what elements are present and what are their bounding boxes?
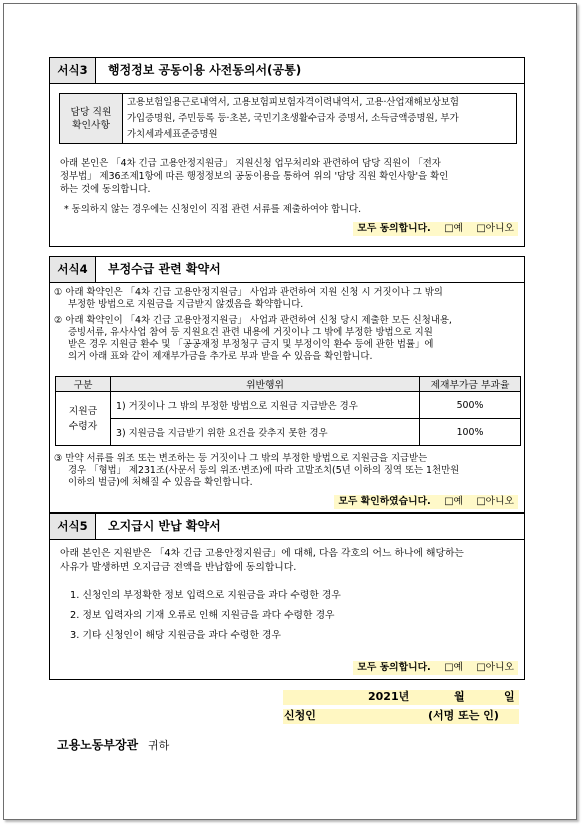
penalty-header-act: 위반행위 <box>111 377 420 392</box>
form3-title: 행정정보 공동이용 사전동의서(공통) <box>108 63 302 77</box>
penalty-rate-cell: 500% <box>420 392 521 419</box>
form3-yes-checkbox[interactable]: □예 <box>444 223 463 234</box>
applicant-label: 신청인 <box>284 709 316 722</box>
form3-tag: 서식3 <box>50 58 96 83</box>
form3-note: * 동의하지 않는 경우에는 신청인이 직접 관련 서류를 제출하여야 합니다. <box>64 204 362 215</box>
form3-item-line: 가치세과세표준증명원 <box>127 128 218 140</box>
form3-item-table <box>59 93 517 144</box>
form3-item-label-line2: 확인사항 <box>72 119 110 131</box>
form4-item1-line: ① 아래 확약인은 「4차 긴급 고용안정지원금」 사업과 관련하여 지원 신청 시 거짓이나 그 밖의 <box>54 287 443 298</box>
form4-tag: 서식4 <box>50 257 96 282</box>
recipient-line <box>57 737 169 754</box>
form3-no-checkbox[interactable]: □아니오 <box>476 223 514 234</box>
form3-body-line: 아래 본인은 「4차 긴급 고용안정지원금」 지원신청 업무처리와 관련하여 담당 직원이 「전자 <box>60 158 441 169</box>
form4-title: 부정수급 관련 확약서 <box>108 262 221 276</box>
recipient-suffix: 귀하 <box>147 739 170 752</box>
form3-item-line: 고용보험일용근로내역서, 고용보험피보험자격이력내역서, 고용·산업재해보상보험 <box>127 96 459 108</box>
penalty-category-line2: 수령자 <box>68 420 98 432</box>
form3-item-list <box>123 94 517 144</box>
form5-no-checkbox[interactable]: □아니오 <box>476 662 514 673</box>
form3-agree-label: 모두 동의합니다. <box>357 223 431 234</box>
form5-list-item: 3. 기타 신청인이 해당 지원금을 과다 수령한 경우 <box>70 630 281 641</box>
penalty-act-cell: 3) 지원금을 지급받기 위한 요건을 갖추지 못한 경우 <box>111 419 420 446</box>
penalty-act-cell: 1) 거짓이나 그 밖의 부정한 방법으로 지원금 지급받은 경우 <box>111 392 420 419</box>
form5-list-item: 2. 정보 입력자의 기재 오류로 인해 지원금을 과다 수령한 경우 <box>70 610 335 621</box>
form4-agree-row <box>334 495 518 509</box>
form4-yes-checkbox[interactable]: □예 <box>444 496 463 507</box>
form5-body-line: 아래 본인은 지원받은 「4차 긴급 고용안정지원금」에 대해, 다음 각호의 어느 하나에 해당하는 <box>60 548 464 559</box>
form4-item2-line: 증빙서류, 유사사업 참여 등 지원요건 관련 내용에 거짓이나 그 밖에 부정한 방법으로 지원 <box>68 327 433 338</box>
recipient-name: 고용노동부장관 <box>57 738 139 752</box>
penalty-header-rate: 제재부가금 부과율 <box>420 377 521 392</box>
form5-header <box>50 513 524 540</box>
form3-body-line: 하는 것에 동의합니다. <box>60 184 151 195</box>
penalty-table <box>55 376 521 446</box>
form3-body-line: 정부법」 제36조제1항에 따른 행정정보의 공동이용을 통하여 위의 '담당 직원 확인사항'을 확인 <box>60 171 449 182</box>
form3-agree-row <box>353 222 518 236</box>
form5-yes-checkbox[interactable]: □예 <box>444 662 463 673</box>
form3-section <box>49 57 525 247</box>
form4-item1-line: 부정한 방법으로 지원금을 지급받지 않겠음을 확약합니다. <box>68 299 304 310</box>
form5-section <box>49 513 525 680</box>
form5-title: 오지급시 반납 확약서 <box>108 519 221 533</box>
form4-item3-line: ③ 만약 서류를 위조 또는 변조하는 등 거짓이나 그 밖의 부정한 방법으로 지원금을 지급받는 <box>54 453 428 464</box>
form4-agree-label: 모두 확인하였습니다. <box>338 496 431 507</box>
signature-hint: (서명 또는 인) <box>428 709 499 722</box>
form4-header <box>50 257 524 283</box>
form3-item-label-line1: 담당 직원 <box>70 106 112 118</box>
form4-item3-line: 이하의 벌금)에 처해질 수 있음을 확인합니다. <box>68 477 253 488</box>
form5-list-item: 1. 신청인의 부정확한 정보 입력으로 지원금을 과다 수령한 경우 <box>70 590 341 601</box>
date-year: 2021년 <box>368 690 410 703</box>
form5-agree-label: 모두 동의합니다. <box>357 662 431 673</box>
form4-item2-line: 의거 아래 표와 같이 제재부가금을 추가로 부과 받을 수 있음을 확인합니다. <box>68 351 373 362</box>
form5-body-line: 사유가 발생하면 오지급금 전액을 반납함에 동의합니다. <box>60 562 297 573</box>
penalty-category-line1: 지원금 <box>68 405 98 417</box>
form5-tag: 서식5 <box>50 514 96 539</box>
form3-item-label <box>60 94 123 144</box>
form4-item2-line: ② 아래 확약인이 「4차 긴급 고용안정지원금」 사업과 관련하여 신청 당시 제출한 모든 신청내용, <box>54 315 452 326</box>
form4-item2-line: 받은 경우 지원금 환수 및 「공공재정 부정청구 금지 및 부정이익 환수 등에 관한 법률」에 <box>68 339 434 350</box>
date-month: 월 <box>454 690 465 703</box>
form4-no-checkbox[interactable]: □아니오 <box>476 496 514 507</box>
form4-item3-line: 경우 「형법」 제231조(사문서 등의 위조·변조)에 따라 고발조치(5년 이하의 징역 또는 1천만원 <box>68 465 460 476</box>
form4-section <box>49 256 525 513</box>
penalty-rate-cell: 100% <box>420 419 521 446</box>
form5-agree-row <box>353 661 518 675</box>
form3-item-line: 가입증명원, 주민등록 등·초본, 국민기초생활수급자 증명서, 소득금액증명원, 부가 <box>127 112 459 124</box>
date-day: 일 <box>504 690 515 703</box>
penalty-category-cell <box>56 392 111 446</box>
form3-header <box>50 58 524 84</box>
penalty-header-category: 구분 <box>56 377 111 392</box>
